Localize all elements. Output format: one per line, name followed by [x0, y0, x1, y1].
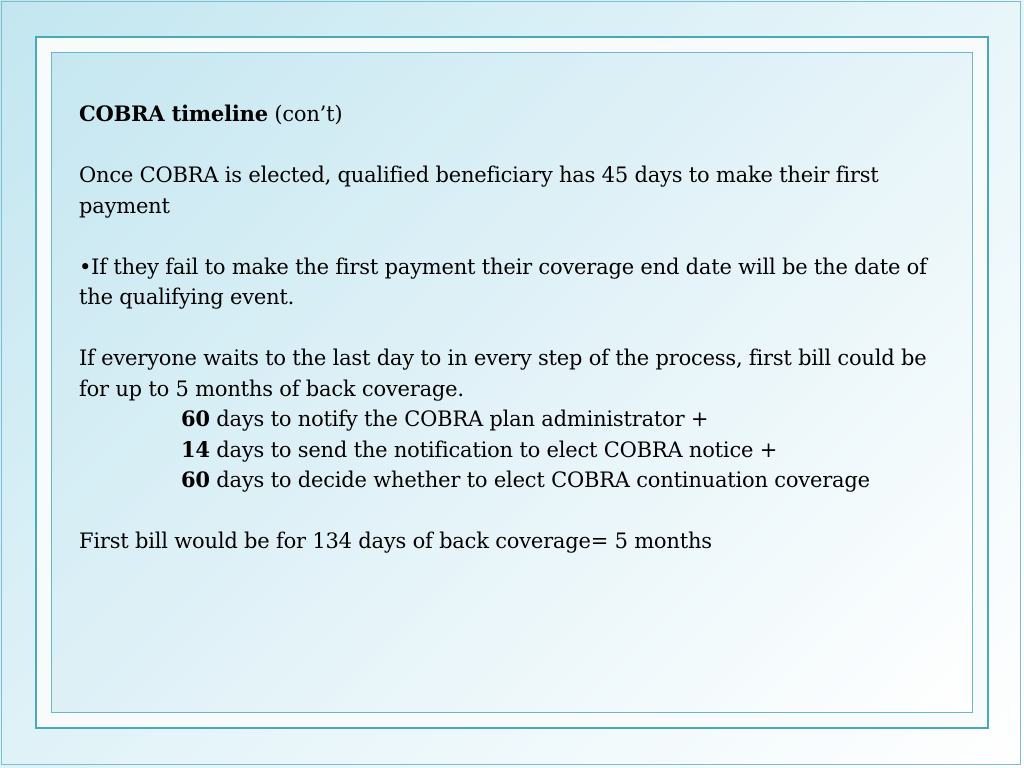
- step-text: days to notify the COBRA plan administrator +: [209, 407, 709, 431]
- slide-title-suffix: (con’t): [267, 102, 343, 126]
- paragraph-back-coverage: If everyone waits to the last day to in every step of the process, first bill could be for up to 5 months of back coverage.: [79, 346, 927, 401]
- step-item: [79, 465, 959, 496]
- bullet-coverage-end: •If they fail to make the first payment their coverage end date will be the date of the qualifying event.: [79, 254, 927, 309]
- paragraph-first-payment: Once COBRA is elected, qualified beneficiary has 45 days to make their first payment: [79, 163, 879, 218]
- spacer: [79, 130, 959, 161]
- step-days: 60: [181, 406, 210, 431]
- step-item: [79, 435, 959, 466]
- step-item: [79, 404, 959, 435]
- slide-title: [79, 99, 959, 130]
- step-days: 60: [181, 467, 210, 492]
- paragraph-conclusion: First bill would be for 134 days of back coverage= 5 months: [79, 529, 712, 553]
- slide-content: [79, 99, 959, 557]
- slide-title-bold: COBRA timeline: [79, 101, 268, 126]
- spacer: [79, 313, 959, 344]
- spacer: [79, 221, 959, 252]
- spacer: [79, 496, 959, 527]
- step-text: days to send the notification to elect COBRA notice +: [209, 437, 778, 462]
- step-text: days to decide whether to elect COBRA continuation coverage: [209, 468, 870, 492]
- step-days: 14: [181, 436, 210, 462]
